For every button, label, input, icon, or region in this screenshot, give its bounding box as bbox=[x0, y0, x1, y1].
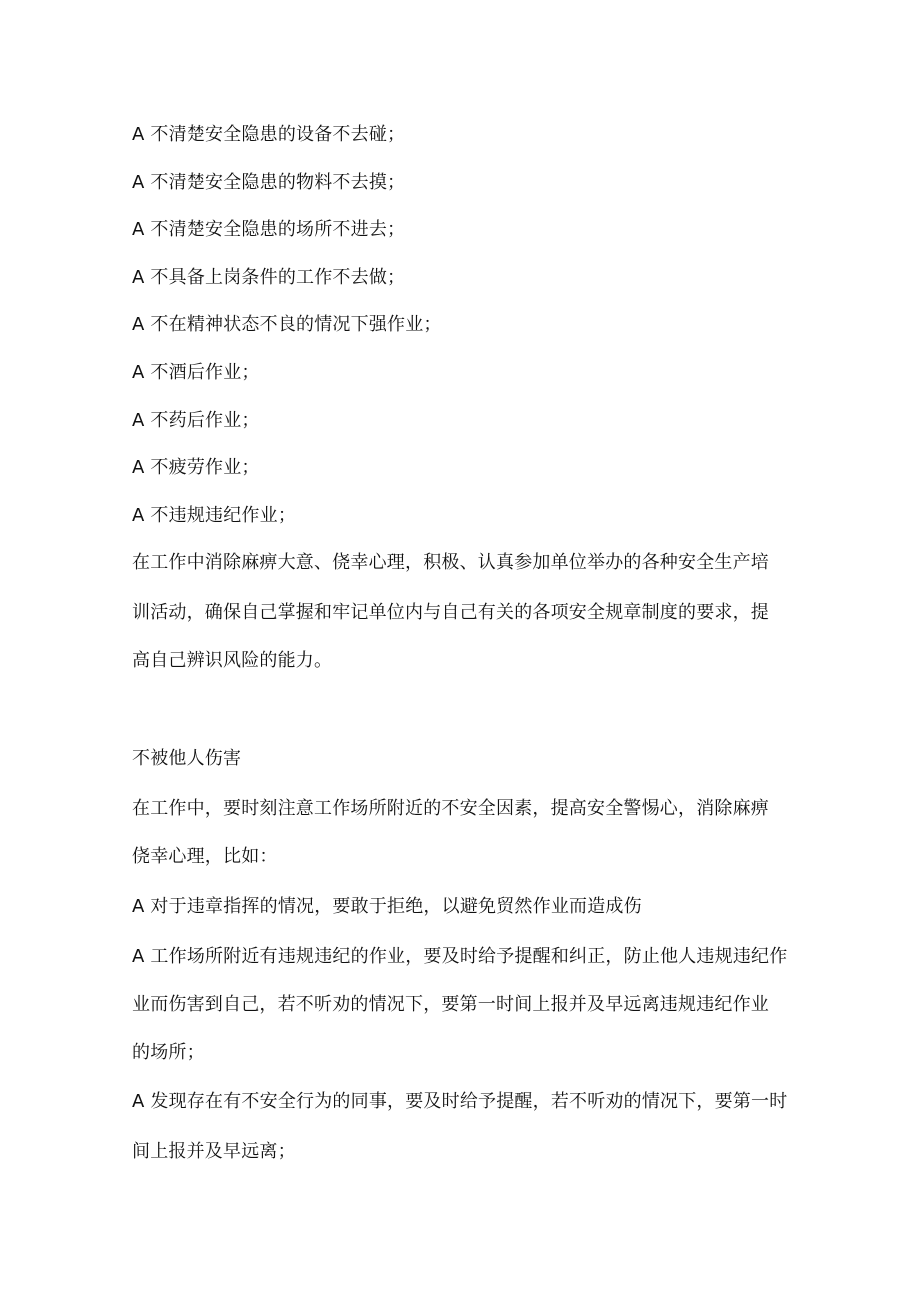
bullet-line: 间上报并及早远离； bbox=[132, 1141, 296, 1162]
paragraph-line: 训活动，确保自己掌握和牢记单位内与自己有关的各项安全规章制度的要求，提 bbox=[132, 602, 769, 623]
paragraph-line: 侥幸心理，比如： bbox=[132, 846, 278, 867]
bullet-line: A 工作场所附近有违规违纪的作业，要及时给予提醒和纠正，防止他人违规违纪作 bbox=[132, 946, 788, 967]
bullet-line: A 不清楚安全隐患的场所不进去； bbox=[132, 219, 406, 240]
bullet-line: A 不酒后作业； bbox=[132, 362, 260, 383]
bullet-line: A 对于违章指挥的情况，要敢于拒绝，以避免贸然作业而造成伤 bbox=[132, 896, 642, 917]
bullet-line: A 不药后作业； bbox=[132, 410, 260, 431]
bullet-line: A 不疲劳作业； bbox=[132, 457, 260, 478]
bullet-line: A 不清楚安全隐患的设备不去碰； bbox=[132, 124, 406, 145]
bullet-line: A 不违规违纪作业； bbox=[132, 505, 297, 526]
section-heading: 不被他人伤害 bbox=[132, 748, 242, 769]
bullet-line: 业而伤害到自己，若不听劝的情况下，要第一时间上报并及早远离违规违纪作业 bbox=[132, 994, 769, 1015]
paragraph-line: 高自己辨识风险的能力。 bbox=[132, 650, 333, 671]
bullet-line: A 发现存在有不安全行为的同事，要及时给予提醒，若不听劝的情况下，要第一时 bbox=[132, 1091, 788, 1112]
bullet-line: A 不清楚安全隐患的物料不去摸； bbox=[132, 172, 406, 193]
bullet-line: 的场所； bbox=[132, 1042, 205, 1063]
bullet-line: A 不具备上岗条件的工作不去做； bbox=[132, 267, 406, 288]
paragraph-line: 在工作中消除麻痹大意、侥幸心理，积极、认真参加单位举办的各种安全生产培 bbox=[132, 552, 769, 573]
paragraph-line: 在工作中，要时刻注意工作场所附近的不安全因素，提高安全警惕心，消除麻痹 bbox=[132, 798, 769, 819]
bullet-line: A 不在精神状态不良的情况下强作业； bbox=[132, 314, 442, 335]
